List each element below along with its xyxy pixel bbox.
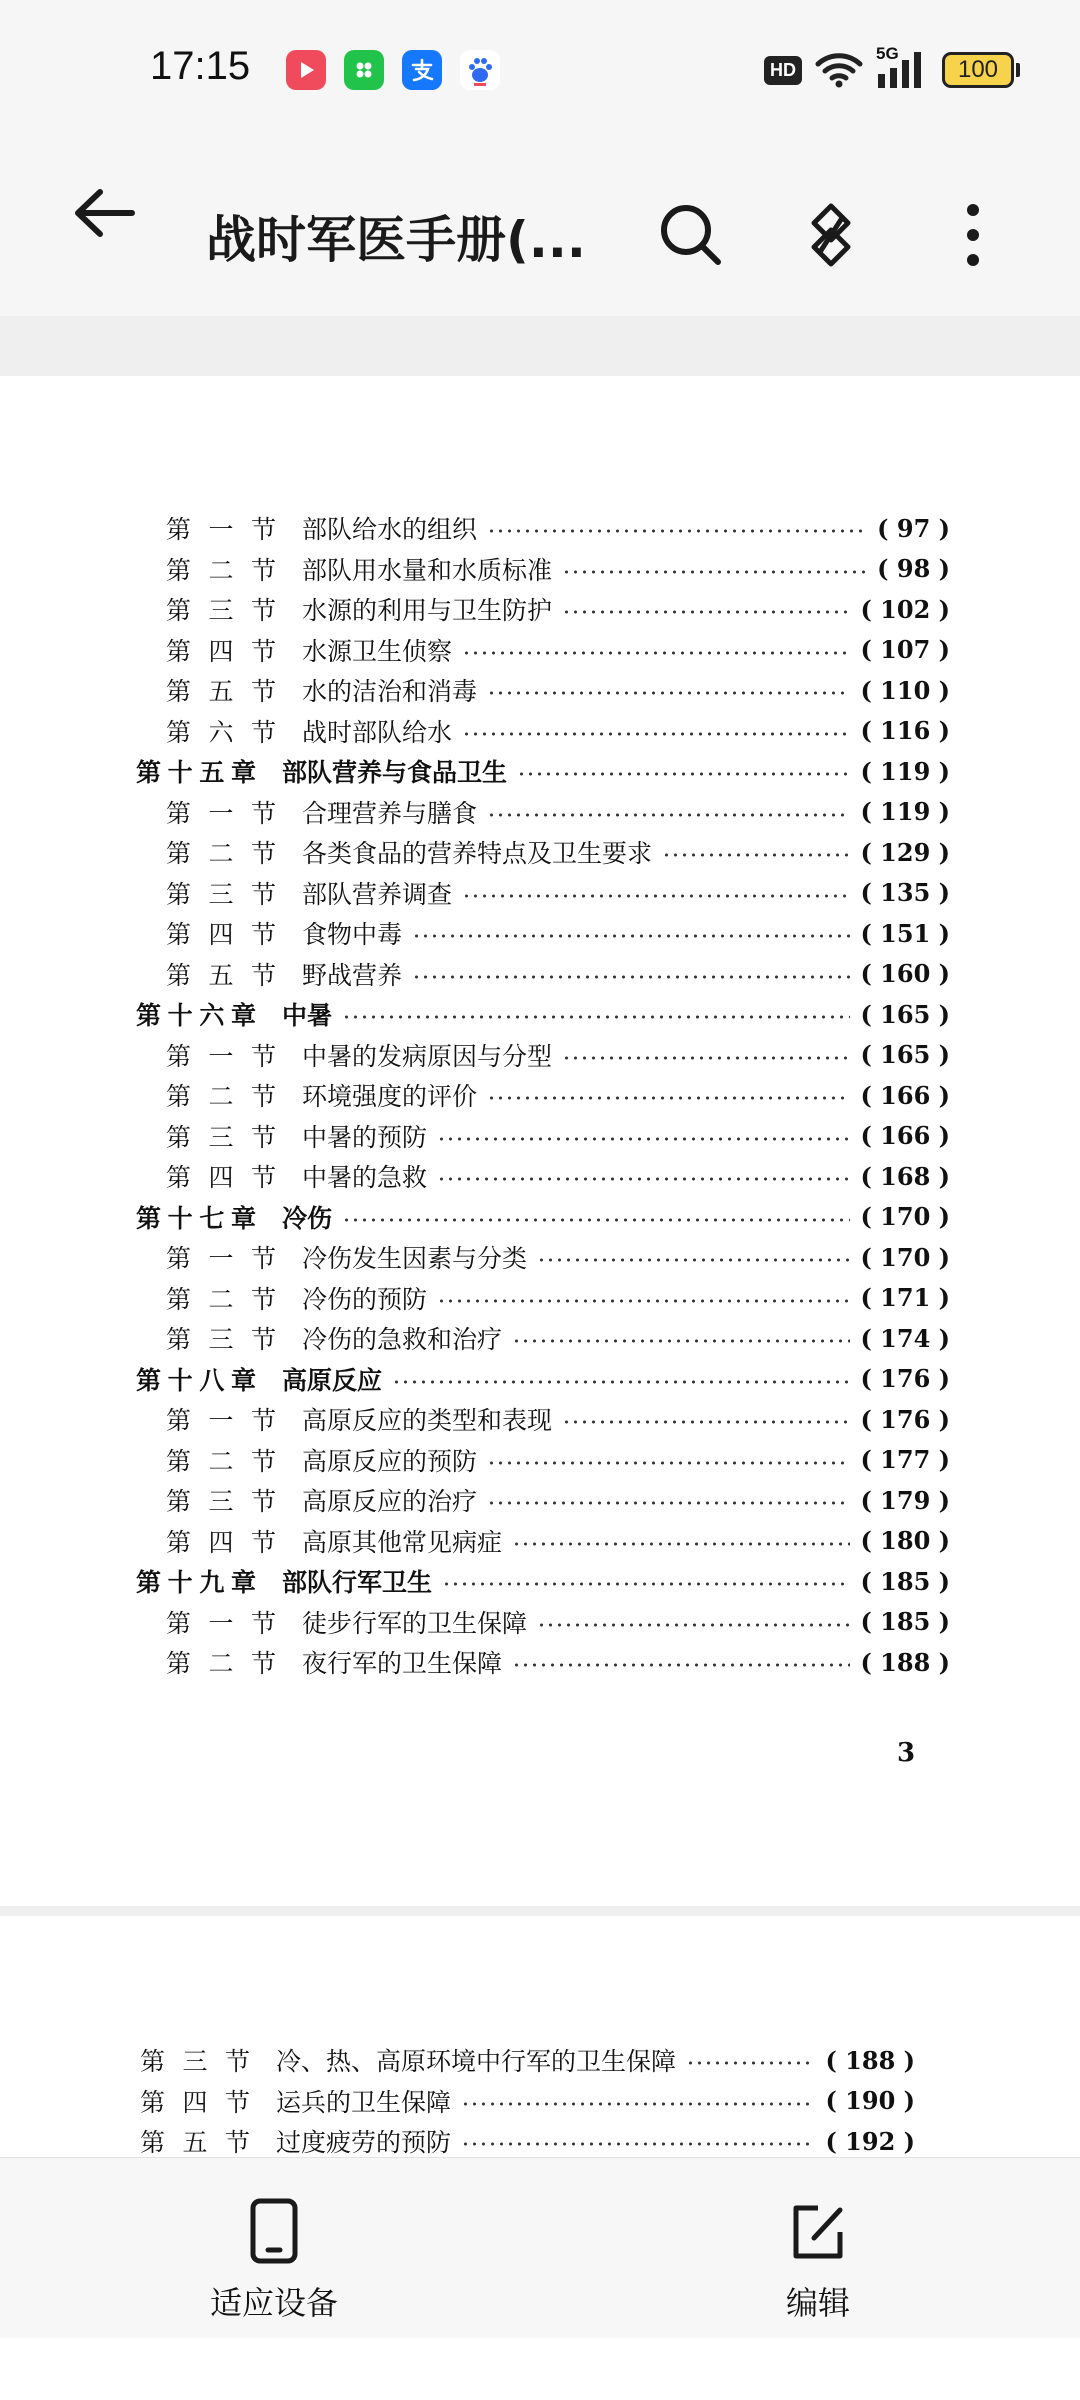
toc-title: 夜行军的卫生保障 [302,1649,503,1678]
toc-leader-dots [562,1056,850,1060]
toc-label: 第二节 [166,1446,276,1476]
video-app-icon [286,50,326,90]
more-menu-button[interactable] [953,200,993,270]
toc-title: 野战营养 [302,960,403,990]
status-time: 17:15 [150,44,251,88]
toc-label: 第四节 [166,1163,276,1192]
phone-device-icon [249,2198,299,2264]
toc-page-ref: ( 166 ) [860,1080,950,1110]
toc-section-row [166,1278,950,1318]
toc-section-row [166,832,950,872]
toc-title: 中暑的发病原因与分型 [302,1041,553,1071]
toc-title: 水源的利用与卫生防护 [302,596,553,625]
toc-leader-dots [517,772,850,776]
toc-title: 环境强度的评价 [302,1082,478,1111]
toc-label: 第一节 [166,515,276,544]
toc-leader-dots [662,853,850,857]
toc-page-ref: ( 170 ) [860,1202,950,1231]
toc-leader-dots [442,1582,850,1586]
toc-section-row [140,2040,915,2080]
toc-label: 第十八章 [136,1365,256,1395]
toc-leader-dots [512,1339,850,1343]
toc-page-ref: ( 188 ) [825,2045,915,2075]
toc-title: 过度疲劳的预防 [276,2128,452,2157]
toc-page-ref: ( 185 ) [860,1566,950,1596]
toc-section-row [166,1521,950,1561]
hd-badge: HD [764,56,802,85]
toc-page-ref: ( 165 ) [860,999,950,1029]
bottom-toolbar [0,2158,1080,2338]
toc-label: 第十五章 [136,758,256,787]
toc-section-row [166,711,950,751]
back-button[interactable] [70,178,140,248]
toc-page-ref: ( 151 ) [860,918,950,948]
toc-leader-dots [537,1623,850,1627]
toc-leader-dots [686,2061,815,2065]
wechat-app-icon [344,50,384,90]
toc-section-row [166,1237,950,1277]
fit-device-button[interactable] [210,2198,338,2324]
toc-leader-dots [462,732,850,736]
toc-leader-dots [342,1218,850,1222]
toc-page-ref: ( 180 ) [860,1526,950,1555]
toc-section-row [166,954,950,994]
toc-title: 运兵的卫生保障 [276,2087,452,2117]
toc-label: 第四节 [140,2087,250,2117]
toc-label: 第一节 [166,798,276,828]
search-button[interactable] [656,200,726,270]
toc-section-row [166,1602,950,1642]
toc-label: 第三节 [166,1487,276,1516]
toc-title: 冷伤的预防 [302,1284,428,1314]
app-bar [0,120,1080,316]
toc-leader-dots [461,2142,815,2146]
toc-page-ref: ( 188 ) [860,1647,950,1677]
toc-section-row [166,1075,950,1115]
toc-title: 水的洁治和消毒 [302,677,478,706]
battery-icon [942,52,1020,88]
toc-leader-dots [537,1258,850,1262]
toc-section-row [166,589,950,629]
toc-title: 部队用水量和水质标准 [302,555,553,585]
toc-page-ref: ( 192 ) [825,2126,915,2156]
toc-leader-dots [487,1461,850,1465]
toc-title: 部队营养调查 [302,879,453,909]
toc-title: 高原反应的预防 [302,1446,478,1476]
toc-page-ref: ( 97 ) [877,513,950,543]
document-page-1[interactable] [0,376,1080,1906]
toc-leader-dots [487,1096,850,1100]
status-right [764,44,1020,90]
toc-chapter-row [136,1561,950,1601]
toc-page-ref: ( 174 ) [860,1323,950,1353]
toc-page-ref: ( 177 ) [860,1445,950,1474]
toc-section-row [166,1035,950,1075]
toc-page-ref: ( 185 ) [860,1607,950,1636]
toc-title: 水源卫生侦察 [302,636,453,666]
toc-title: 中暑的预防 [302,1122,428,1152]
toc-label: 第三节 [166,596,276,625]
signal-group [876,44,930,90]
toc-title: 合理营养与膳食 [302,798,478,828]
toc-section-row [166,508,950,548]
toc-leader-dots [562,610,850,614]
back-arrow-icon [70,178,140,248]
toc-title: 高原其他常见病症 [302,1527,503,1557]
fit-device-label: 适应设备 [210,2284,339,2322]
toc-leader-dots [437,1299,850,1303]
alipay-app-icon [402,50,442,90]
toc-label: 第三节 [140,2047,250,2076]
toc-leader-dots [462,894,850,898]
toc-label: 第四节 [166,636,276,666]
toc-section-row [166,1642,950,1682]
toc-label: 第五节 [166,960,276,990]
toc-label: 第一节 [166,1041,276,1071]
toc-leader-dots [412,934,850,938]
brand-logo-icon [796,200,866,270]
toc-chapter-row [136,994,950,1034]
brand-logo-button[interactable] [796,200,866,270]
toc-title: 冷伤发生因素与分类 [302,1244,528,1273]
toc-label: 第十六章 [136,1001,256,1030]
toc-section-row [166,670,950,710]
signal-icon [876,50,930,90]
toc-leader-dots [392,1380,850,1384]
toc-leader-dots [487,529,867,533]
toc-section-row [166,792,950,832]
toc-section-row [166,1156,950,1196]
toc-page-ref: ( 179 ) [860,1485,950,1515]
toc-title: 冷伤的急救和治疗 [302,1325,503,1354]
toc-leader-dots [437,1177,850,1181]
toc-page-ref: ( 110 ) [860,675,950,705]
toc-section-row [140,2121,915,2161]
toc-leader-dots [461,2102,815,2106]
toc-label: 第四节 [166,920,276,949]
toc-page-ref: ( 129 ) [860,837,950,867]
edit-label: 编辑 [786,2284,851,2322]
toc-leader-dots [487,813,850,817]
toc-title: 中暑的急救 [302,1163,428,1192]
wifi-icon [814,50,864,90]
toc-leader-dots [562,570,867,574]
toc-leader-dots [437,1137,850,1141]
toc-section-row [166,549,950,589]
toc-page-ref: ( 119 ) [860,797,950,826]
toc-page-ref: ( 168 ) [860,1161,950,1191]
toc-page-ref: ( 119 ) [860,756,950,786]
toc-section-row [140,2081,915,2121]
toc-section-row [166,1399,950,1439]
toc-label: 第三节 [166,879,276,909]
toc-label: 第三节 [166,1325,276,1354]
page-number: 3 [897,1738,916,1768]
toc-leader-dots [562,1420,850,1424]
toc-section-row [166,1116,950,1156]
toc-leader-dots [487,1501,850,1505]
edit-icon [788,2198,848,2264]
toc-label: 第一节 [166,1244,276,1273]
toc-title: 战时部队给水 [302,717,453,747]
toc-title: 食物中毒 [302,920,403,949]
toc-leader-dots [487,691,850,695]
toc-label: 第十七章 [136,1203,256,1233]
toc-title: 高原反应 [282,1365,383,1395]
toc-label: 第十九章 [136,1568,256,1597]
toc-leader-dots [462,651,850,655]
toc-page-ref: ( 166 ) [860,1121,950,1150]
toc-page-ref: ( 176 ) [860,1404,950,1434]
toc-label: 第二节 [166,1284,276,1314]
document-title: 战时军医手册(... [206,211,586,269]
toc-title: 冷伤 [282,1203,333,1233]
toc-chapter-row [136,751,950,791]
toc-chapter-row [136,1197,950,1237]
toc-label: 第二节 [166,555,276,585]
toc-page-ref: ( 165 ) [860,1040,950,1069]
toc-section-row [166,630,950,670]
toc-page-ref: ( 170 ) [860,1242,950,1272]
toc-title: 中暑 [282,1001,333,1030]
toc-leader-dots [512,1663,850,1667]
toc-leader-dots [512,1542,850,1546]
toc-page-ref: ( 171 ) [860,1283,950,1312]
status-bar [0,0,1080,120]
toc-leader-dots [412,975,850,979]
toc-page-ref: ( 98 ) [877,554,950,583]
toc-label: 第五节 [140,2128,250,2157]
toc-label: 第六节 [166,717,276,747]
toc-label: 第一节 [166,1608,276,1638]
baidu-app-icon [460,50,500,90]
toc-section-row [166,1480,950,1520]
toc-section-row [166,913,950,953]
toc-section-row [166,1440,950,1480]
toc-section-row [166,873,950,913]
toc-page-ref: ( 135 ) [860,878,950,907]
network-type: 5G [876,44,899,63]
more-vertical-icon [953,200,993,270]
toc-page-ref: ( 190 ) [825,2086,915,2115]
toc-label: 第五节 [166,677,276,706]
toc-label: 第二节 [166,1082,276,1111]
toc-section-row [166,1318,950,1358]
toc-title: 冷、热、高原环境中行军的卫生保障 [276,2047,677,2076]
toc-title: 高原反应的类型和表现 [302,1406,553,1435]
toc-label: 第二节 [166,1649,276,1678]
toc-page-ref: ( 102 ) [860,594,950,624]
toc-page-ref: ( 160 ) [860,959,950,988]
edit-button[interactable] [786,2198,850,2324]
toc-page-ref: ( 107 ) [860,635,950,664]
toc-label: 第二节 [166,839,276,868]
toc-label: 第一节 [166,1406,276,1435]
toc-label: 第四节 [166,1527,276,1557]
toc-leader-dots [342,1015,850,1019]
toc-title: 高原反应的治疗 [302,1487,478,1516]
toc-title: 部队营养与食品卫生 [282,758,508,787]
toc-page-ref: ( 176 ) [860,1364,950,1393]
search-icon [656,200,726,270]
toc-label: 第三节 [166,1122,276,1152]
toc-page-ref: ( 116 ) [860,716,950,745]
toc-chapter-row [136,1359,950,1399]
toc-title: 部队行军卫生 [282,1568,433,1597]
toc-title: 各类食品的营养特点及卫生要求 [302,839,653,868]
toc-title: 部队给水的组织 [302,515,478,544]
battery-level: 100 [942,52,1014,88]
toc-title: 徒步行军的卫生保障 [302,1608,528,1638]
